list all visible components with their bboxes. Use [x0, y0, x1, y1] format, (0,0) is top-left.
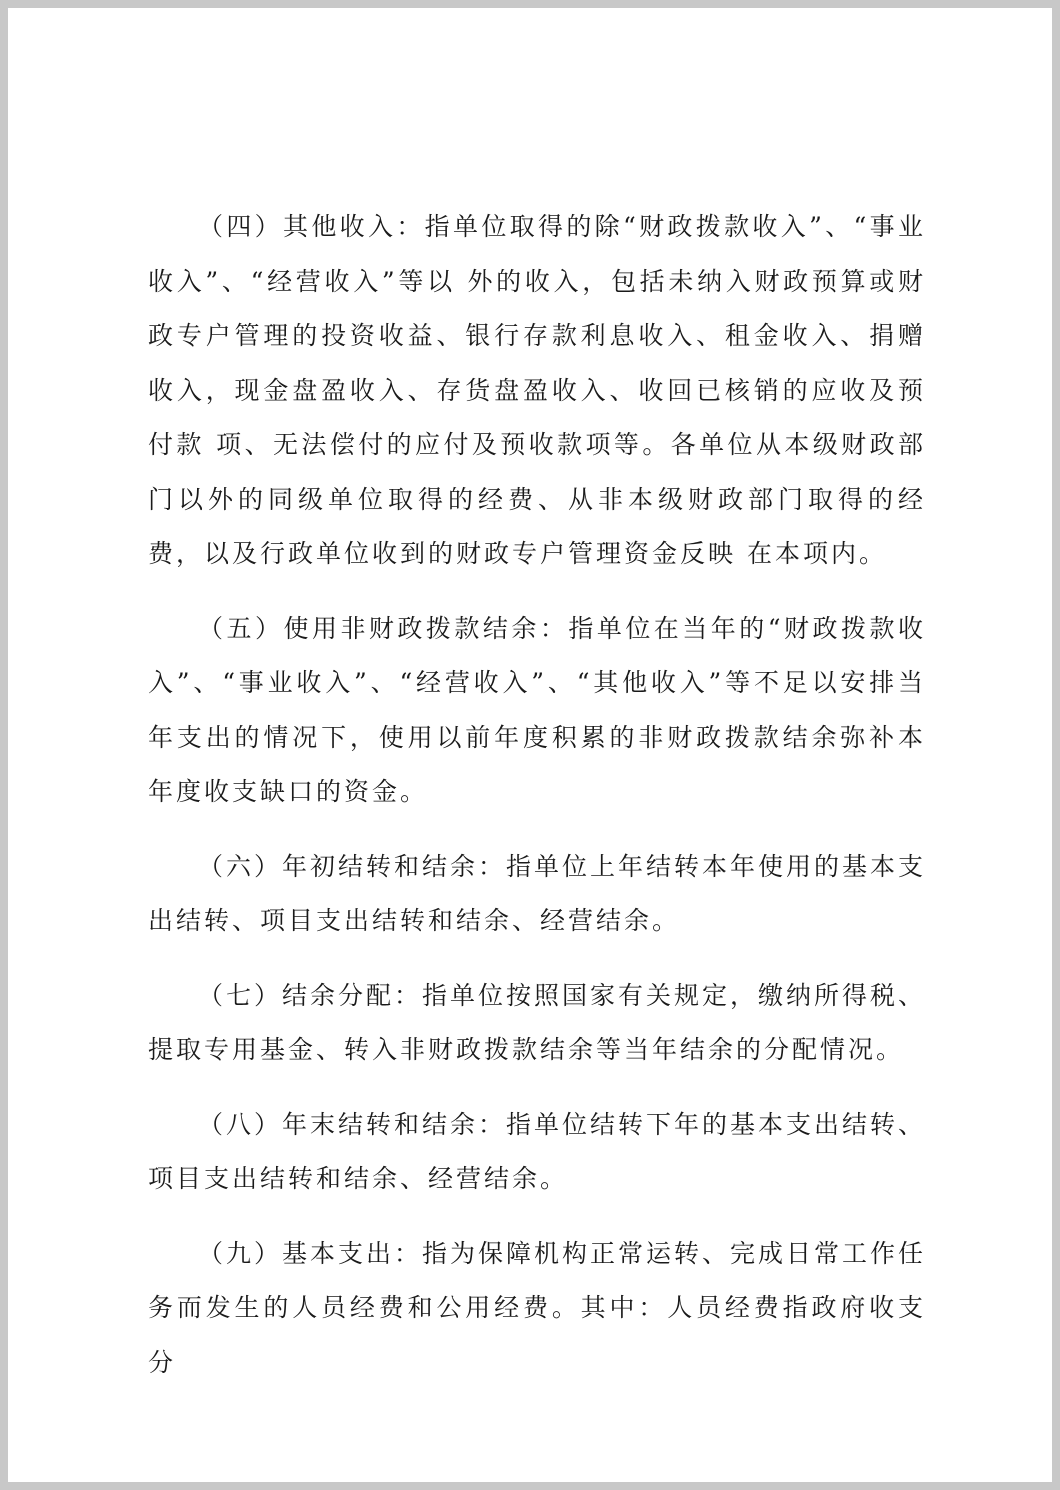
- paragraph-basic-expenditure: （九）基本支出：指为保障机构正常运转、完成日常工作任务而发生的人员经费和公用经费。其中：人员经费指政府收支分: [148, 1238, 927, 1377]
- document-page: [8, 8, 1052, 1482]
- paragraph-non-fiscal-surplus: （五）使用非财政拨款结余：指单位在当年的“财政拨款收入”、“事业收入”、“经营收入”、“其他收入”等不足以安排当年支出的情况下，使用以前年度积累的非财政拨款结余弥补本年度收支缺口的资金。: [148, 613, 926, 806]
- paragraph-other-income: （四）其他收入：指单位取得的除“财政拨款收入”、“事业收入”、“经营收入”等以 外的收入，包括未纳入财政预算或财政专户管理的投资收益、银行存款利息收入、租金收入、捐赠收入，现金盘盈收入、存货盘盈收入、收回已核销的应收及预付款 项、无法偿付的应付及预收款项等。各单位从本级财政部门以外的同级单位取得的经费、从非本级财政部门取得的经费，以及行政单位收到的财政专户管理资金反映 在本项内。: [148, 212, 926, 568]
- document-body: [148, 200, 926, 1410]
- paragraph-surplus-distribution: （七）结余分配：指单位按照国家有关规定，缴纳所得税、提取专用基金、转入非财政拨款结余等当年结余的分配情况。: [148, 980, 927, 1064]
- paragraph-opening-carryover: （六）年初结转和结余：指单位上年结转本年使用的基本支出结转、项目支出结转和结余、经营结余。: [148, 851, 927, 935]
- paragraph-closing-carryover: （八）年末结转和结余：指单位结转下年的基本支出结转、项目支出结转和结余、经营结余。: [148, 1109, 927, 1193]
